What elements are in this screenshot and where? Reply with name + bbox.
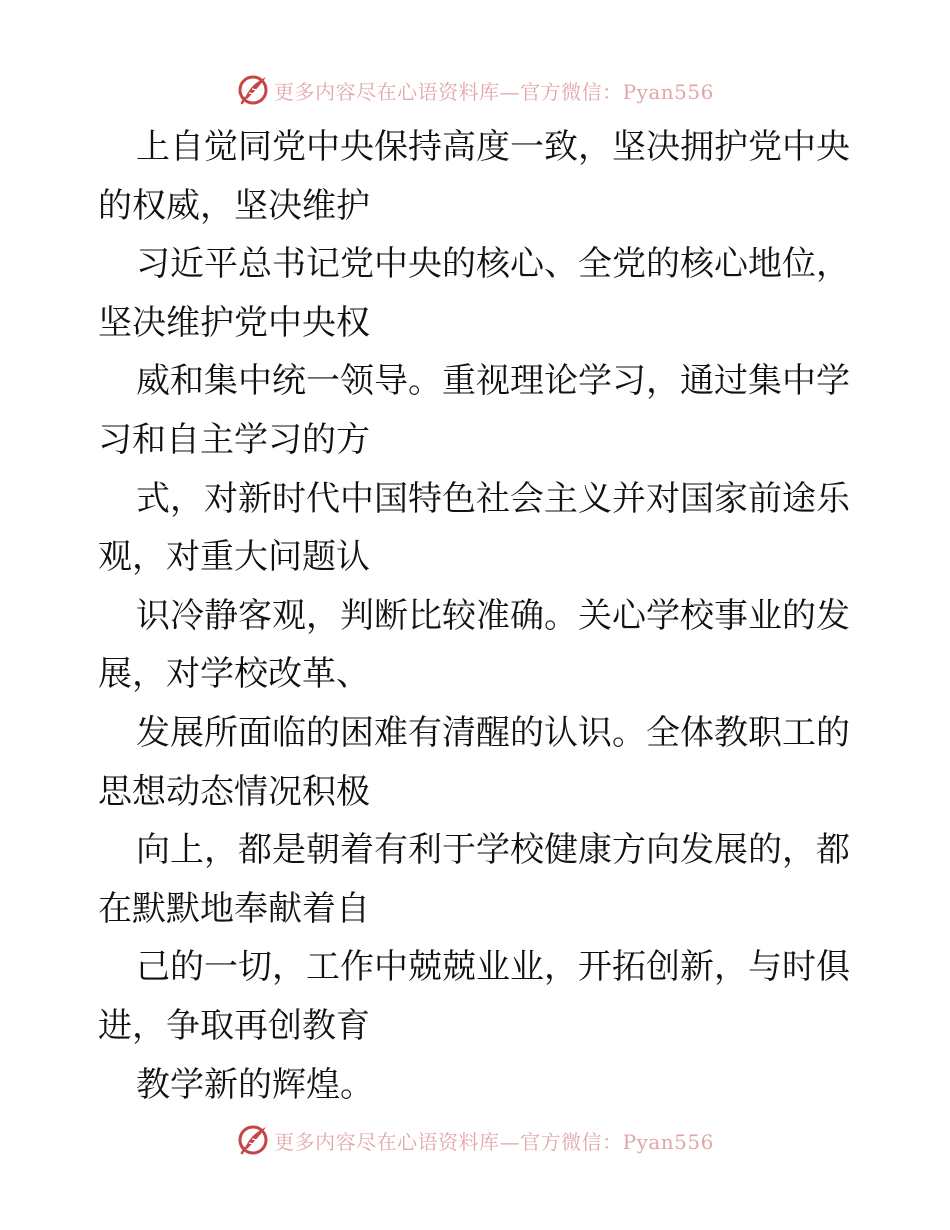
header-watermark: [0, 68, 950, 112]
text-line: 习和自主学习的方: [98, 419, 370, 460]
text-line: 的权威，坚决维护: [98, 185, 370, 226]
text-line: 发展所面临的困难有清醒的认识。全体教职工的: [136, 712, 850, 753]
text-line: 向上，都是朝着有利于学校健康方向发展的，都: [136, 830, 850, 871]
text-line: 上自觉同党中央保持高度一致，坚决拥护党中央: [136, 127, 850, 167]
text-line: 式，对新时代中国特色社会主义并对国家前途乐: [136, 478, 850, 519]
document-body: [98, 118, 858, 1114]
text-line: 习近平总书记党中央的核心、全党的核心地位，: [136, 244, 850, 285]
text-line: 识冷静客观，判断比较准确。关心学校事业的发: [136, 595, 850, 636]
feather-pen-logo-icon: [236, 1123, 270, 1157]
text-line: 威和集中统一领导。重视理论学习，通过集中学: [136, 361, 850, 402]
footer-watermark: [0, 1118, 950, 1162]
text-line: 坚决维护党中央权: [98, 302, 370, 343]
text-line: 在默默地奉献着自: [98, 888, 370, 929]
text-line: 展，对学校改革、: [98, 654, 370, 695]
text-line: 观，对重大问题认: [98, 537, 370, 578]
watermark-text: 更多内容尽在心语资料库—官方微信：Pyan556: [274, 79, 714, 104]
text-line: 思想动态情况积极: [98, 771, 370, 812]
text-line: 教学新的辉煌。: [136, 1064, 374, 1105]
text-line: 进，争取再创教育: [98, 1005, 370, 1046]
text-line: 己的一切，工作中兢兢业业，开拓创新，与时俱: [136, 947, 850, 988]
watermark-text: 更多内容尽在心语资料库—官方微信：Pyan556: [274, 1129, 714, 1154]
feather-pen-logo-icon: [236, 73, 270, 107]
